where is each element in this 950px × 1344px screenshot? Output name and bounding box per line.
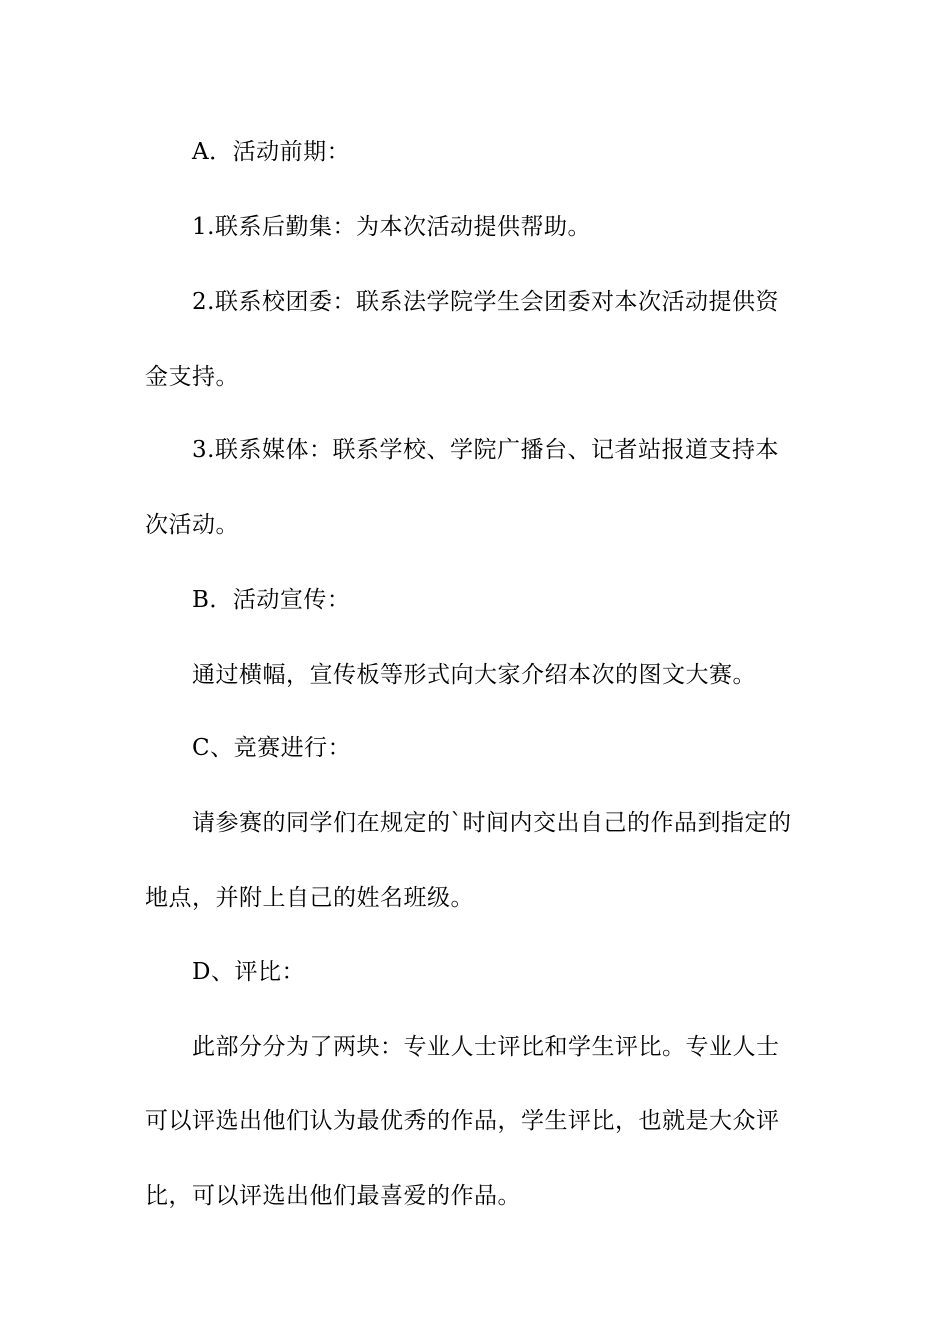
section-c-heading: C、竞赛进行： [192, 735, 352, 761]
item-3-text: 3.联系媒体：联系学校、学院广播台、记者站报道支持本 [192, 437, 779, 463]
item-3-text-cont: 次活动。 [145, 512, 239, 538]
section-d-paragraph-cont-2: 比，可以评选出他们最喜爱的作品。 [145, 1183, 521, 1209]
item-2-text: 2.联系校团委：联系法学院学生会团委对本次活动提供资 [192, 289, 779, 315]
section-d-heading: D、评比： [192, 959, 305, 985]
item-1-text: 1.联系后勤集：为本次活动提供帮助。 [192, 214, 591, 240]
section-c-paragraph-cont: 地点，并附上自己的姓名班级。 [145, 885, 474, 911]
section-b-heading: B．活动宣传： [192, 587, 351, 613]
section-d-paragraph: 此部分分为了两块：专业人士评比和学生评比。专业人士 [192, 1034, 780, 1060]
section-c-paragraph: 请参赛的同学们在规定的`时间内交出自己的作品到指定的 [192, 810, 792, 836]
section-a-heading: A．活动前期： [192, 139, 351, 165]
item-2-text-cont: 金支持。 [145, 364, 239, 390]
section-b-paragraph: 通过横幅，宣传板等形式向大家介绍本次的图文大赛。 [192, 662, 756, 688]
section-d-paragraph-cont-1: 可以评选出他们认为最优秀的作品，学生评比，也就是大众评 [145, 1108, 780, 1134]
